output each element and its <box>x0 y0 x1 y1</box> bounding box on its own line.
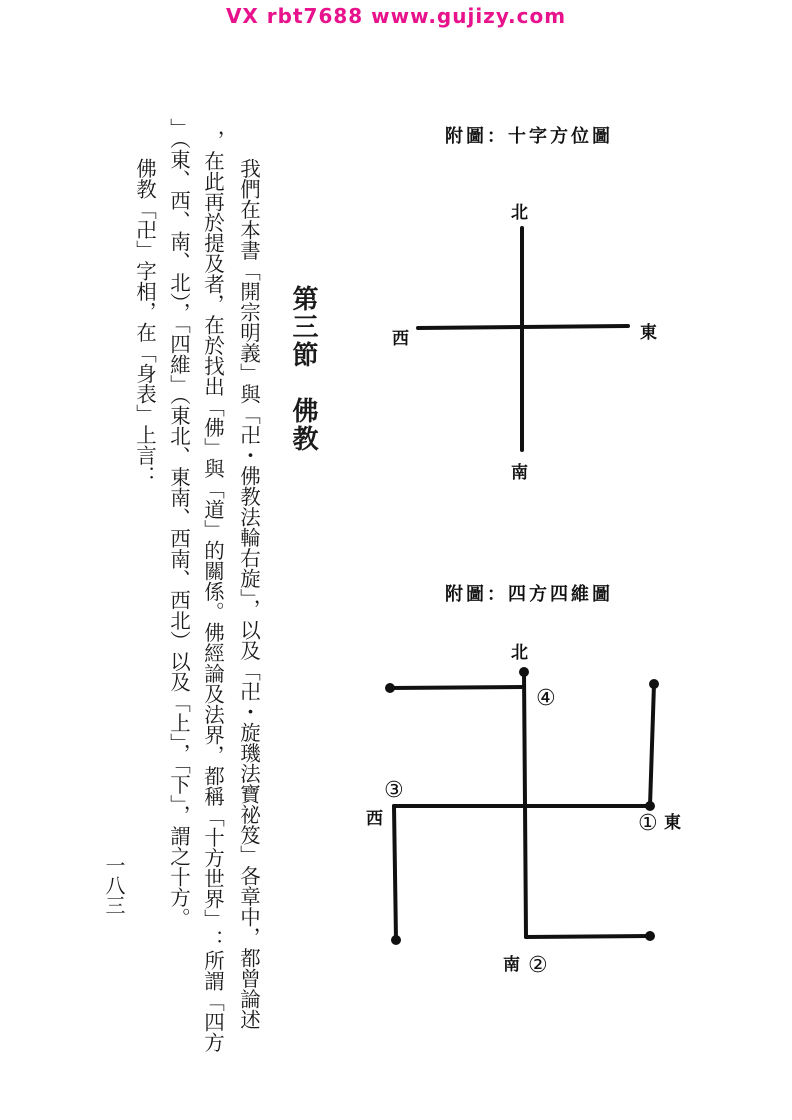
endpoint-dot <box>645 801 655 811</box>
paragraph-column-4: 佛教「卍」字相，在「身表」上言： <box>132 158 157 486</box>
fig2-label-east: 東 <box>664 813 681 833</box>
swastika-arm-north <box>390 687 524 688</box>
watermark: VX rbt7688 www.gujizy.com <box>225 4 567 28</box>
figure1-title: 附圖：十字方位圖 <box>445 126 613 147</box>
fig2-marker-2: ② <box>528 953 548 978</box>
fig1-label-west: 西 <box>392 329 409 349</box>
paragraph-column-1: 我們在本書「開宗明義」與「卍・佛教法輪右旋」，以及「卍・旋璣法寶祕笈」各章中，都曾論述 <box>236 158 261 1030</box>
endpoint-dot <box>385 683 395 693</box>
fig2-label-west: 西 <box>366 809 383 829</box>
fig1-label-north: 北 <box>511 203 528 223</box>
fig2-label-north: 北 <box>511 643 528 663</box>
page-number: 一八三 <box>102 855 126 915</box>
swastika-arm-west <box>394 806 396 940</box>
swastika-diagram <box>390 672 654 940</box>
paragraph-column-2: ，在此再於提及者，在於找出「佛」與「道」的關係。佛經論及法界，都稱「十方世界」：所謂「四方 <box>200 130 225 1053</box>
fig2-marker-4: ④ <box>536 686 556 711</box>
swastika-arm-east <box>650 684 654 806</box>
fig2-marker-1: ① <box>638 811 658 836</box>
fig1-label-south: 南 <box>511 463 528 483</box>
endpoint-dot <box>391 935 401 945</box>
figure2-title: 附圖：四方四維圖 <box>445 584 613 605</box>
cross-horizontal-line <box>418 326 628 328</box>
fig1-label-east: 東 <box>640 323 657 343</box>
fig2-marker-3: ③ <box>384 778 404 803</box>
endpoint-dot <box>645 931 655 941</box>
fig2-label-south: 南 <box>503 955 520 975</box>
endpoint-dot <box>649 679 659 689</box>
endpoint-dot <box>519 667 529 677</box>
cross-diagram <box>418 228 628 450</box>
swastika-arm-south <box>526 936 650 937</box>
paragraph-column-3: 」（東、西、南、北），「四維」（東北、東南、西南、西北）以及「上」，「下」，謂之十方。 <box>166 118 191 928</box>
section-heading: 第三節 佛教 <box>288 285 318 453</box>
